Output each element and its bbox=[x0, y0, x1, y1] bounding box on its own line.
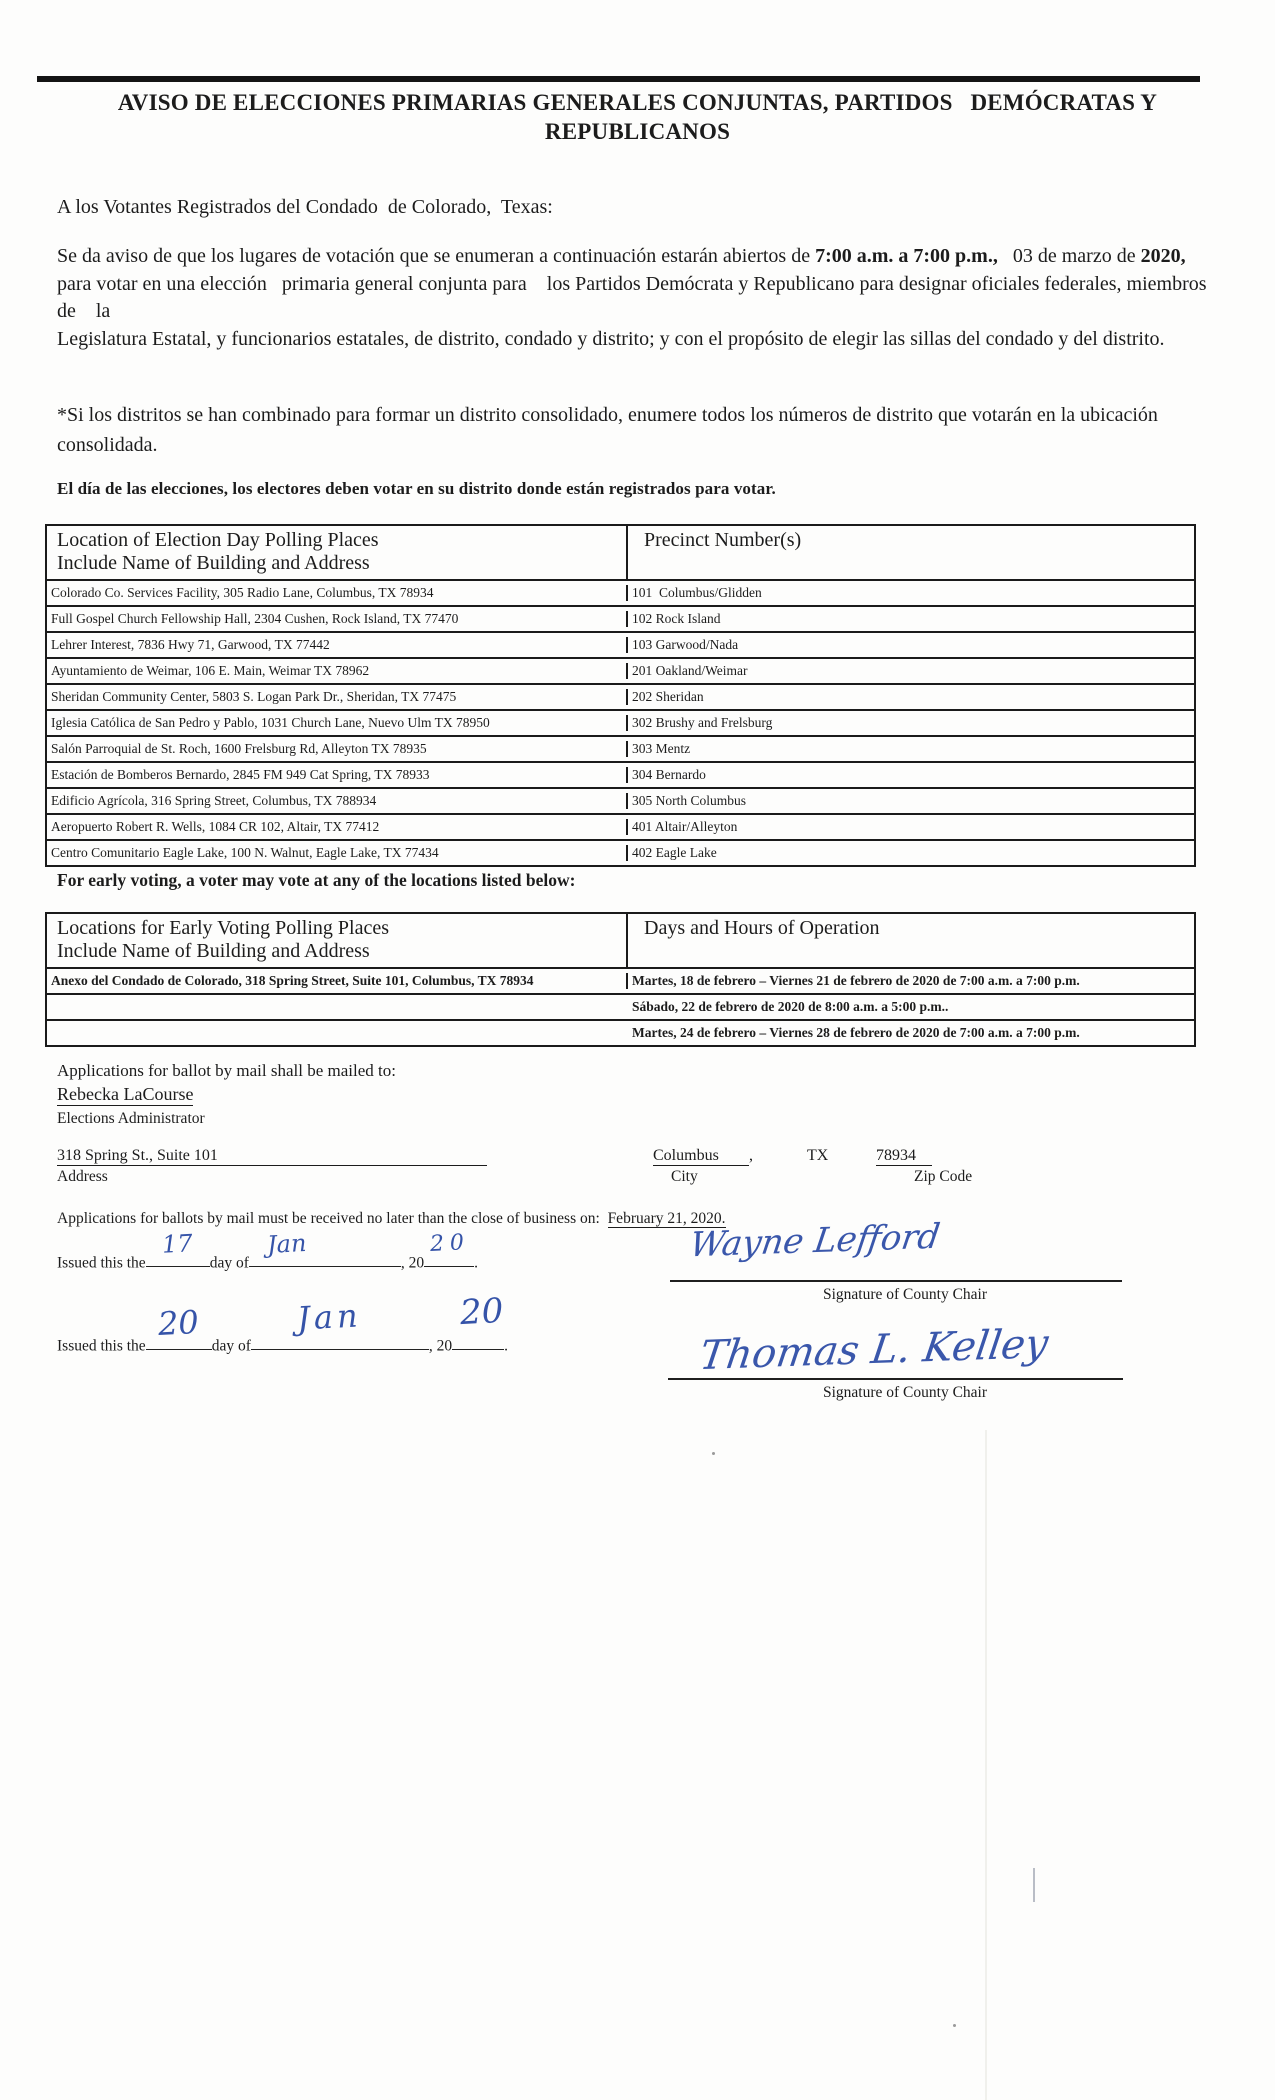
table-row bbox=[47, 631, 1194, 657]
location-cell: Full Gospel Church Fellowship Hall, 2304 Cushen, Rock Island, TX 77470 bbox=[47, 611, 628, 627]
handwritten-day: 17 bbox=[160, 1229, 193, 1259]
intro-year-bold: 2020, bbox=[1140, 245, 1186, 267]
table-row bbox=[47, 579, 1194, 605]
early-voting-intro: For early voting, a voter may vote at any of the locations listed below: bbox=[57, 870, 576, 890]
issued-day-of: day of bbox=[211, 1337, 251, 1355]
scan-artifact-dot bbox=[953, 2024, 956, 2027]
early-location-header-line-2: Include Name of Building and Address bbox=[57, 940, 370, 962]
precinct-cell: 303 Mentz bbox=[632, 741, 691, 756]
location-header-line-2: Include Name of Building and Address bbox=[57, 552, 370, 574]
year-blank bbox=[452, 1290, 505, 1350]
issued-day-of: day of bbox=[209, 1254, 249, 1272]
scan-streak bbox=[985, 1430, 987, 2100]
location-cell: Salón Parroquial de St. Roch, 1600 Frelsburg Rd, Alleyton TX 78935 bbox=[47, 741, 628, 757]
city-label: City bbox=[671, 1168, 698, 1185]
scan-artifact-dot bbox=[712, 1452, 715, 1455]
handwritten-year: 20 bbox=[459, 1290, 505, 1334]
precinct-cell: 103 Garwood/Nada bbox=[632, 637, 739, 652]
salutation-text: A los Votantes Registrados del Condado de Colorado, Texas: bbox=[57, 196, 553, 218]
notice-title-line-2: REPUBLICANOS bbox=[544, 119, 731, 144]
precinct-cell: 304 Bernardo bbox=[632, 767, 706, 782]
zip-value: 78934 bbox=[876, 1147, 932, 1166]
precinct-cell: 202 Sheridan bbox=[632, 689, 704, 704]
intro-hours-bold: 7:00 a.m. a 7:00 p.m., bbox=[815, 245, 998, 267]
table-row bbox=[47, 813, 1194, 839]
zip-field bbox=[876, 1147, 972, 1186]
table-row bbox=[47, 1019, 1194, 1045]
address-value: 318 Spring St., Suite 101 bbox=[57, 1147, 487, 1166]
early-voting-table bbox=[45, 912, 1196, 1047]
early-voting-table-body bbox=[47, 967, 1194, 1045]
location-cell: Lehrer Interest, 7836 Hwy 71, Garwood, TX 77442 bbox=[47, 637, 628, 653]
election-day-reminder: El día de las elecciones, los electores deben votar en su distrito donde están registrados para votar. bbox=[57, 479, 776, 498]
notice-title-line-1: AVISO DE ELECCIONES PRIMARIAS GENERALES CONJUNTAS, PARTIDOS DEMÓCRATAS Y bbox=[117, 90, 1158, 115]
county-chair-signature-2: Thomas L. Kelley bbox=[696, 1320, 1052, 1380]
address-field bbox=[57, 1147, 487, 1186]
day-blank bbox=[146, 1229, 210, 1267]
election-day-table bbox=[45, 524, 1196, 867]
location-header-line-1: Location of Election Day Polling Places bbox=[57, 529, 379, 551]
issued-line-1 bbox=[57, 1228, 478, 1272]
intro-seg-1: Se da aviso de que los lugares de votación que se enumeran a continuación estarán abiertos de bbox=[57, 245, 816, 267]
precinct-cell: 201 Oakland/Weimar bbox=[632, 663, 748, 678]
asterisk-note: *Si los distritos se han combinado para formar un distrito consolidado, enumere todos los números de distrito que votarán en la ubicación consolidada. bbox=[57, 404, 1163, 456]
early-location-cell: Anexo del Condado de Colorado, 318 Spring Street, Suite 101, Columbus, TX 78934 bbox=[47, 973, 628, 989]
scan-artifact-tick bbox=[1033, 1868, 1035, 1902]
issued-year-prefix: , 20 bbox=[428, 1337, 453, 1355]
intro-line-2: Legislatura Estatal, y funcionarios estatales, de distrito, condado y distrito; y con el propósito de elegir las sillas del condado y del distrito. bbox=[57, 327, 1165, 350]
day-blank bbox=[146, 1302, 212, 1350]
address-label: Address bbox=[57, 1168, 108, 1185]
deadline-statement bbox=[57, 1210, 726, 1228]
table-row bbox=[47, 787, 1194, 813]
days-hours-column-header: Days and Hours of Operation bbox=[644, 917, 880, 939]
precinct-cell: 102 Rock Island bbox=[632, 611, 721, 626]
intro-seg-3: 03 de marzo de bbox=[997, 245, 1141, 267]
hours-cell: Martes, 24 de febrero – Viernes 28 de febrero de 2020 de 7:00 a.m. a 7:00 p.m. bbox=[632, 1025, 1080, 1040]
location-cell: Colorado Co. Services Facility, 305 Radio Lane, Columbus, TX 78934 bbox=[47, 585, 628, 601]
city-value: Columbus bbox=[653, 1147, 749, 1166]
administrator-title: Elections Administrator bbox=[57, 1110, 205, 1127]
city-comma: , bbox=[749, 1147, 753, 1164]
handwritten-month: Jan bbox=[266, 1228, 307, 1260]
deadline-text: Applications for ballots by mail must be received no later than the close of business on: bbox=[57, 1210, 608, 1227]
early-voting-table-header bbox=[47, 914, 1194, 967]
location-cell: Ayuntamiento de Weimar, 106 E. Main, Weimar TX 78962 bbox=[47, 663, 628, 679]
month-blank bbox=[249, 1228, 401, 1267]
top-rule bbox=[37, 76, 1200, 82]
location-cell: Aeropuerto Robert R. Wells, 1084 CR 102, Altair, TX 77412 bbox=[47, 819, 628, 835]
city-field bbox=[653, 1147, 753, 1186]
handwritten-month: Jan bbox=[295, 1296, 363, 1338]
hours-cell: Martes, 18 de febrero – Viernes 21 de febrero de 2020 de 7:00 a.m. a 7:00 p.m. bbox=[632, 973, 1080, 988]
year-blank bbox=[424, 1229, 474, 1267]
early-location-column-header bbox=[47, 914, 628, 967]
table-row bbox=[47, 657, 1194, 683]
intro-paragraph bbox=[57, 243, 1217, 353]
precinct-cell: 302 Brushy and Frelsburg bbox=[632, 715, 773, 730]
location-cell: Iglesia Católica de San Pedro y Pablo, 1031 Church Lane, Nuevo Ulm TX 78950 bbox=[47, 715, 628, 731]
hours-cell: Sábado, 22 de febrero de 2020 de 8:00 a.m. a 5:00 p.m.. bbox=[632, 999, 949, 1014]
location-cell: Centro Comunitario Eagle Lake, 100 N. Walnut, Eagle Lake, TX 77434 bbox=[47, 845, 628, 861]
issued-period: . bbox=[474, 1254, 478, 1272]
table-row bbox=[47, 967, 1194, 993]
deadline-date: February 21, 2020. bbox=[607, 1210, 726, 1227]
signature-line-2 bbox=[668, 1378, 1123, 1380]
precinct-cell: 305 North Columbus bbox=[632, 793, 747, 808]
location-cell: Sheridan Community Center, 5803 S. Logan Park Dr., Sheridan, TX 77475 bbox=[47, 689, 628, 705]
issued-period: . bbox=[504, 1337, 508, 1355]
administrator-name: Rebecka LaCourse bbox=[57, 1084, 194, 1104]
election-day-table-body bbox=[47, 579, 1194, 865]
table-row bbox=[47, 761, 1194, 787]
intro-seg-5: para votar en una elección primaria general conjunta para los Partidos Demócrata y Republicano para designar oficiales federales, miembros de la bbox=[57, 245, 1212, 322]
handwritten-day: 20 bbox=[156, 1302, 200, 1344]
handwritten-year: 20 bbox=[429, 1229, 471, 1258]
issued-prefix: Issued this the bbox=[57, 1254, 146, 1272]
table-row bbox=[47, 605, 1194, 631]
location-cell: Edificio Agrícola, 316 Spring Street, Columbus, TX 788934 bbox=[47, 793, 628, 809]
precinct-cell: 401 Altair/Alleyton bbox=[632, 819, 738, 834]
precinct-cell: 402 Eagle Lake bbox=[632, 845, 717, 860]
election-day-table-header bbox=[47, 526, 1194, 579]
location-column-header bbox=[47, 526, 628, 579]
state-field: TX bbox=[807, 1147, 829, 1164]
table-row bbox=[47, 735, 1194, 761]
signature-label-2: Signature of County Chair bbox=[822, 1384, 988, 1401]
issued-year-prefix: , 20 bbox=[400, 1254, 425, 1272]
signature-line-1 bbox=[670, 1280, 1122, 1282]
issued-prefix: Issued this the bbox=[57, 1337, 146, 1355]
table-row bbox=[47, 683, 1194, 709]
issued-line-2 bbox=[57, 1290, 508, 1355]
table-row bbox=[47, 993, 1194, 1019]
precinct-column-header: Precinct Number(s) bbox=[644, 529, 802, 551]
month-blank bbox=[251, 1296, 429, 1350]
signature-label-1: Signature of County Chair bbox=[822, 1286, 988, 1303]
mail-instructions: Applications for ballot by mail shall be mailed to: bbox=[57, 1061, 396, 1080]
location-cell: Estación de Bomberos Bernardo, 2845 FM 949 Cat Spring, TX 78933 bbox=[47, 767, 628, 783]
table-row bbox=[47, 709, 1194, 735]
precinct-cell: 101 Columbus/Glidden bbox=[632, 585, 762, 600]
table-row bbox=[47, 839, 1194, 865]
county-chair-signature-1: Wayne Lefford bbox=[687, 1216, 943, 1266]
early-location-header-line-1: Locations for Early Voting Polling Places bbox=[57, 917, 390, 939]
zip-label: Zip Code bbox=[914, 1168, 973, 1185]
